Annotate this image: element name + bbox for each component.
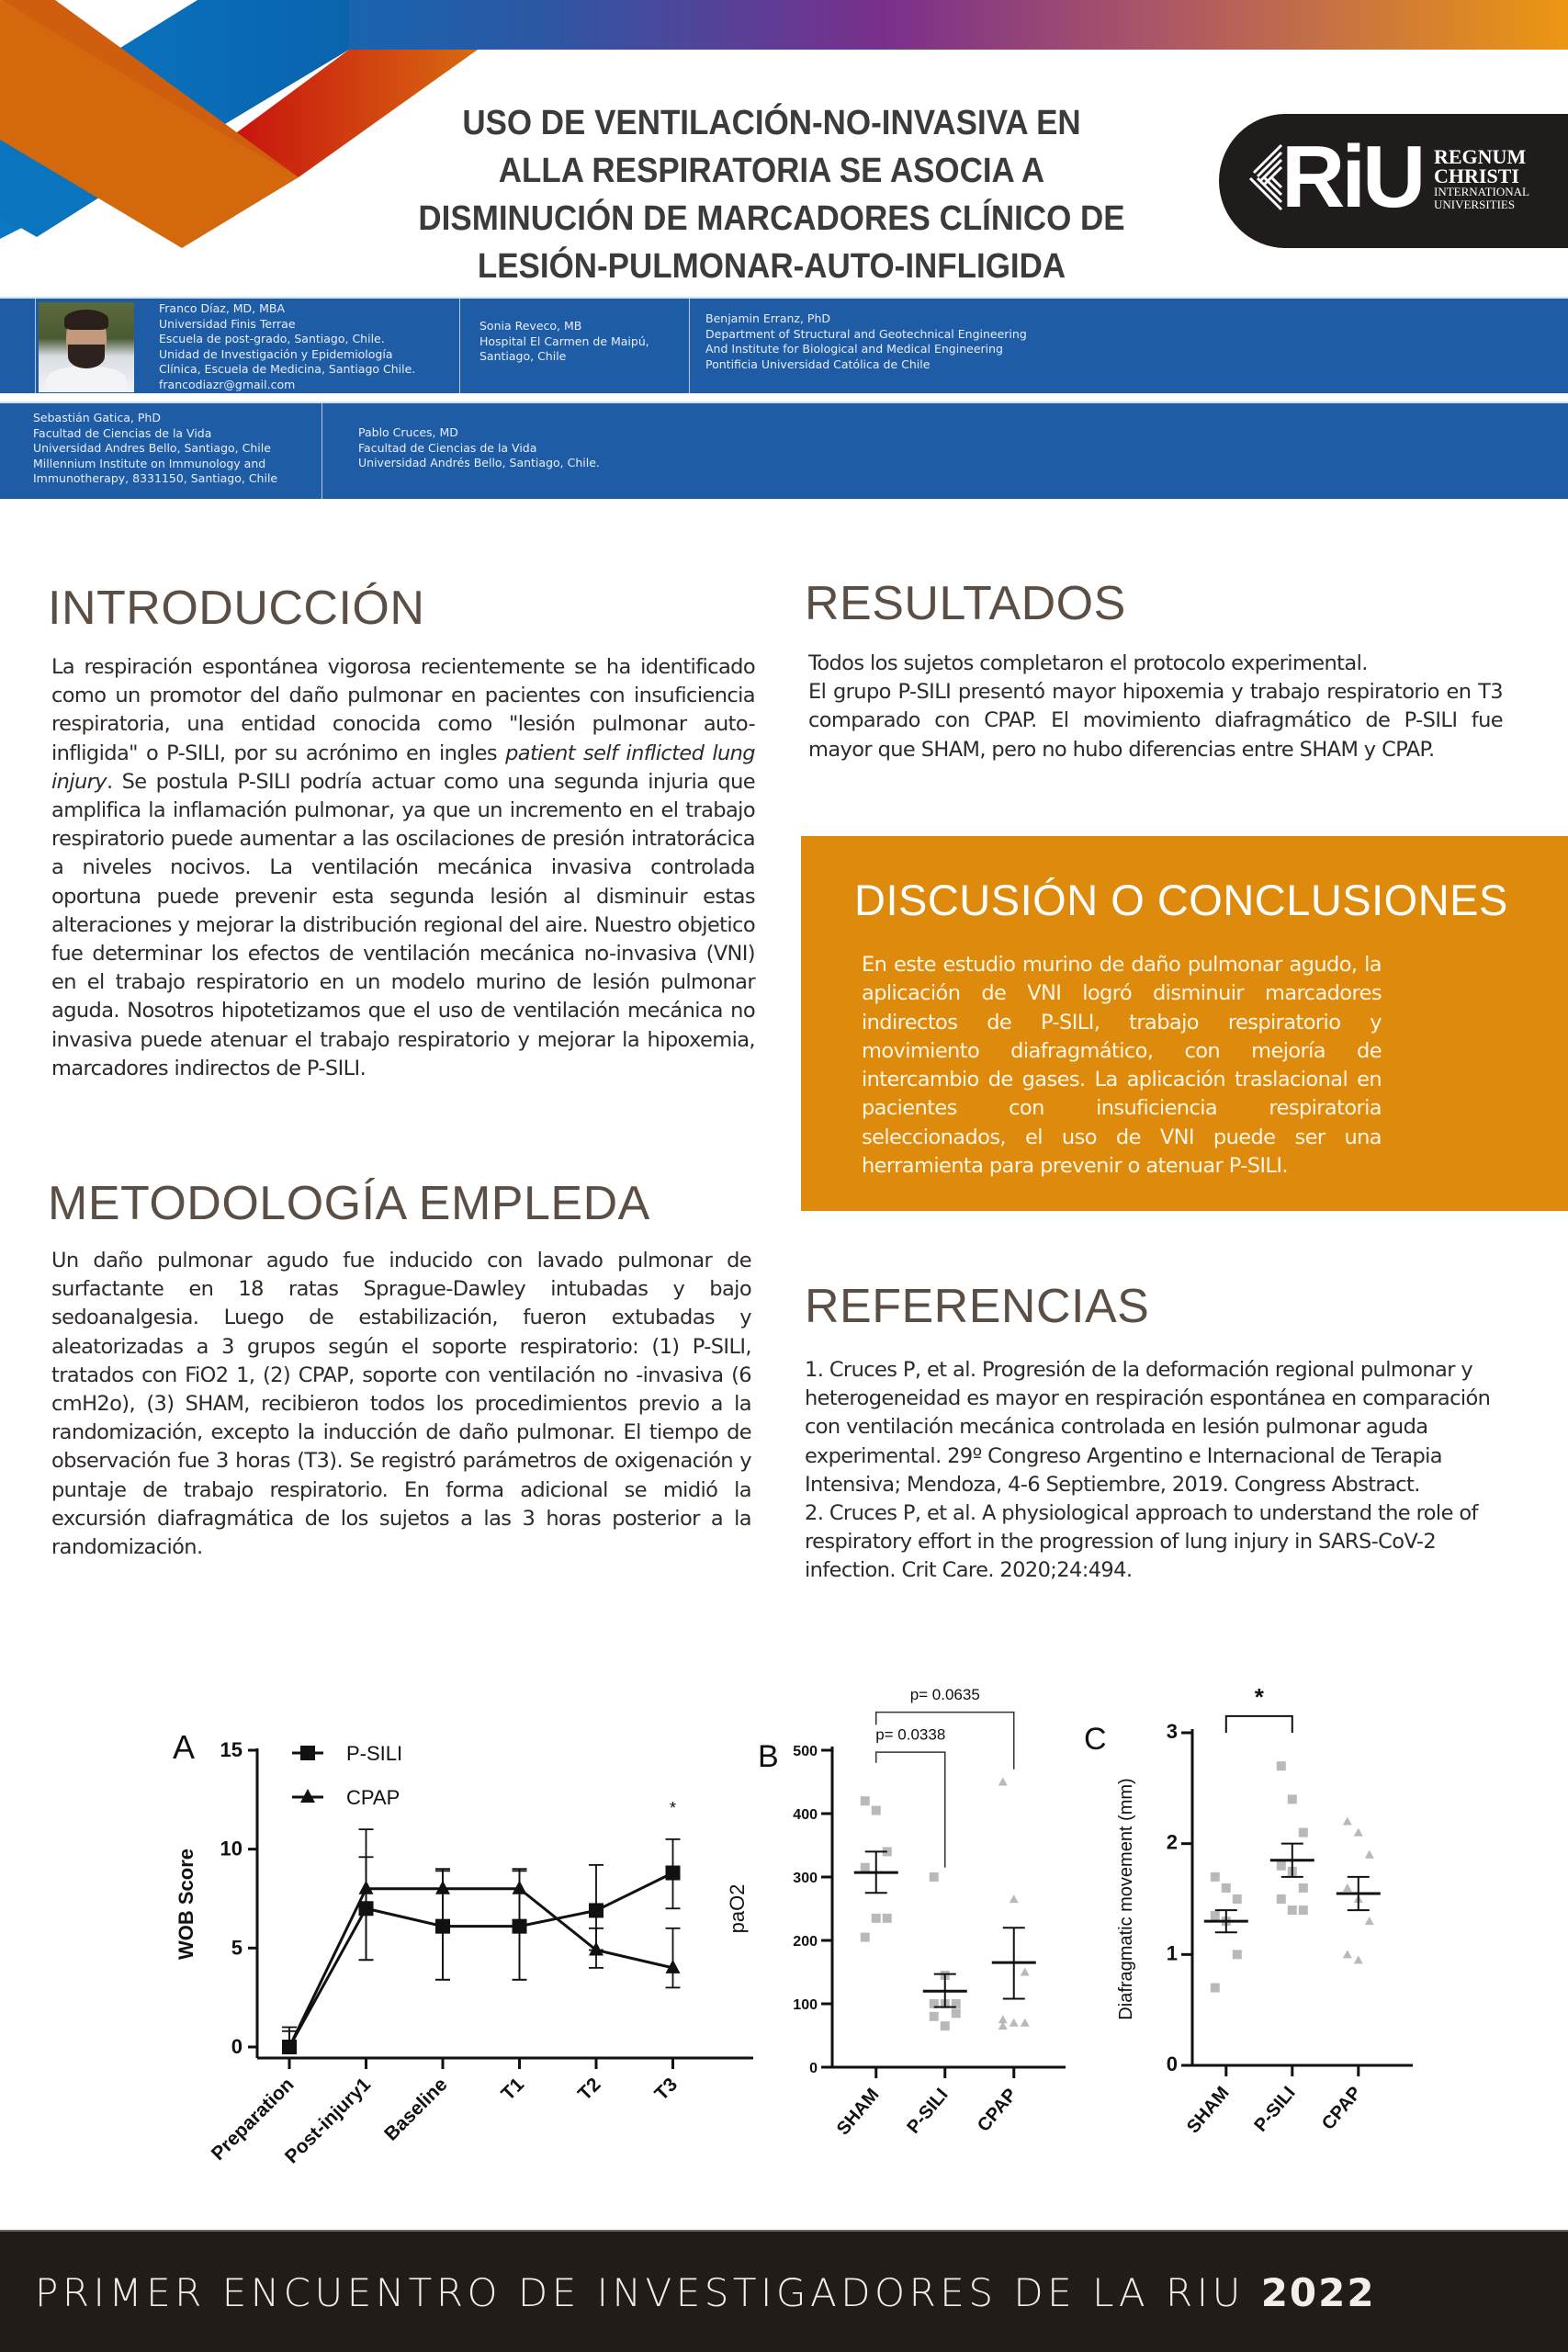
svg-text:A: A xyxy=(173,1728,196,1766)
footer-year: 2022 xyxy=(1260,2270,1376,2315)
svg-text:CPAP: CPAP xyxy=(1318,2083,1366,2134)
reference-item: 2. Cruces P, et al. A physiological approach to understand the role of respiratory effort in the progression of lung injury in SARS-CoV-2 infection. Crit Care. 2020;24:494. xyxy=(805,1501,1478,1583)
svg-text:Baseline: Baseline xyxy=(380,2074,452,2145)
svg-text:*: * xyxy=(669,1798,677,1817)
svg-text:B: B xyxy=(758,1739,779,1774)
authors-band-1 xyxy=(0,297,1568,393)
intro-paragraph xyxy=(51,653,755,1083)
svg-text:400: 400 xyxy=(793,1807,818,1823)
author-card-cruces xyxy=(358,425,600,521)
intro-heading: INTRODUCCIÓN xyxy=(48,582,425,635)
author-affiliation: Millennium Institute on Immunology and xyxy=(33,456,266,470)
author-affiliation: Pontificia Universidad Católica de Chile xyxy=(705,356,931,371)
svg-text:WOB Score: WOB Score xyxy=(175,1848,197,1961)
authors-band-2 xyxy=(0,401,1568,499)
author-name: Benjamin Erranz, PhD xyxy=(705,311,830,325)
author-affiliation: Facultad de Ciencias de la Vida xyxy=(33,425,212,440)
riu-weave-icon xyxy=(1247,141,1283,215)
methods-heading: METODOLOGÍA EMPLEDA xyxy=(48,1177,650,1230)
riu-subtitle xyxy=(1434,147,1529,211)
svg-text:0: 0 xyxy=(1166,2052,1178,2075)
poster-header xyxy=(0,0,1568,299)
svg-text:T1: T1 xyxy=(497,2074,529,2105)
svg-text:paO2: paO2 xyxy=(726,1883,749,1934)
svg-text:C: C xyxy=(1084,1722,1107,1757)
footer-event-name: PRIMER ENCUENTRO DE INVESTIGADORES DE LA RIU xyxy=(35,2270,1261,2315)
discussion-paragraph: En este estudio murino de daño pulmonar agudo, la aplicación de VNI logró disminuir marcadores indirectos de P-SILI, trabajo respiratorio y movimiento diafragmático, con mejoría de intercambio de gases. La aplicación traslacional en pacientes con insuficiencia respiratoria seleccionados, el uso de VNI puede ser una herramienta para prevenir o atenuar P-SILI. xyxy=(862,953,1382,1179)
poster-title xyxy=(383,99,1160,290)
author-affiliation: Clínica, Escuela de Medicina, Santiago Chile. xyxy=(159,362,416,376)
results-text: El grupo P-SILI presentó mayor hipoxemia y trabajo respiratorio en T3 comparado con CPAP. El movimiento diafragmático de P-SILI fue mayor que SHAM, pero no hubo diferencias entre SHAM y CPAP. xyxy=(808,680,1503,762)
footer-text xyxy=(35,2270,1376,2316)
svg-text:P-SILI: P-SILI xyxy=(346,1742,403,1765)
author-affiliation: Universidad Andres Bello, Santiago, Chile xyxy=(33,441,271,455)
chart-b-pao2 xyxy=(726,1645,1075,2164)
divider xyxy=(35,299,36,393)
author-card-gatica xyxy=(33,411,277,506)
intro-text: . Se postula P-SILI podría actuar como una segunda injuria que amplifica la inflamación pulmonar, ya que un incremento en el trabajo respiratorio puede aumentar a las oscilaciones de presión intratorácica a niveles nocivos. La ventilación mecánica invasiva controlada oportuna puede prevenir esta segunda lesión al disminuir estas alteraciones y mejorar la distribución regional del aire. Nuestro objetico fue determinar los efectos de ventilación mecánica no-invasiva (VNI) en el trabajo respiratorio en un modelo murino de lesión pulmonar aguda. Nosotros hipotetizamos que el uso de ventilación mecánica no invasiva puede atenuar el trabajo respiratorio y mejorar la hipoxemia, marcadores indirectos de P-SILI. xyxy=(51,769,755,1080)
divider xyxy=(459,299,460,393)
svg-text:CPAP: CPAP xyxy=(973,2085,1021,2136)
author-name: Sonia Reveco, MB xyxy=(479,319,582,333)
svg-text:p= 0.0635: p= 0.0635 xyxy=(909,1685,980,1703)
poster-footer xyxy=(0,2230,1568,2352)
svg-text:T2: T2 xyxy=(573,2074,605,2105)
svg-text:Post-injury1: Post-injury1 xyxy=(280,2074,376,2168)
svg-text:200: 200 xyxy=(793,1934,818,1950)
author-card-reveco xyxy=(479,319,649,413)
svg-text:15: 15 xyxy=(220,1738,243,1761)
svg-text:P-SILI: P-SILI xyxy=(903,2085,953,2138)
title-line: DISMINUCIÓN DE MARCADORES CLÍNICO DE xyxy=(418,199,1125,238)
references-list xyxy=(805,1356,1499,1586)
reference-item: 1. Cruces P, et al. Progresión de la deformación regional pulmonar y heterogeneidad es mayor en respiración espontánea en comparación con ventilación mecánica controlada en lesión pulmonar aguda experimental. 29º Congreso Argentino e Internacional de Terapia Intensiva; Mendoza, 4-6 Septiembre, 2019. Congress Abstract. xyxy=(805,1358,1491,1497)
discussion-box xyxy=(801,836,1568,1211)
author-name: Sebastián Gatica, PhD xyxy=(33,411,161,424)
svg-text:p= 0.0338: p= 0.0338 xyxy=(875,1725,946,1744)
author-photo xyxy=(39,302,134,392)
author-affiliation: Hospital El Carmen de Maipú, xyxy=(479,334,649,348)
author-affiliation: Universidad Andrés Bello, Santiago, Chile. xyxy=(358,456,600,469)
author-affiliation: Universidad Finis Terrae xyxy=(159,316,296,331)
svg-text:300: 300 xyxy=(793,1871,818,1886)
svg-text:3: 3 xyxy=(1166,1720,1178,1743)
svg-text:P-SILI: P-SILI xyxy=(1250,2083,1300,2136)
author-affiliation: Escuela de post-grado, Santiago, Chile. xyxy=(159,332,385,345)
author-affiliation: Santiago, Chile xyxy=(479,349,567,363)
author-card-erranz xyxy=(705,311,1027,406)
riu-wordmark: RiU xyxy=(1281,128,1423,226)
title-line: ALLA RESPIRATORIA SE ASOCIA A xyxy=(498,152,1045,190)
title-line: USO DE VENTILACIÓN-NO-INVASIVA EN xyxy=(462,104,1081,142)
author-affiliation: Immunotherapy, 8331150, Santiago, Chile xyxy=(33,471,278,485)
svg-text:5: 5 xyxy=(231,1936,243,1960)
svg-text:Preparation: Preparation xyxy=(207,2074,299,2165)
svg-text:10: 10 xyxy=(220,1837,243,1860)
references-heading: REFERENCIAS xyxy=(805,1280,1150,1333)
results-text: Todos los sujetos completaron el protocolo experimental. xyxy=(808,651,1368,675)
chart-a-wob-score xyxy=(165,1718,753,2200)
logo-line: CHRISTI xyxy=(1434,164,1519,187)
svg-text:CPAP: CPAP xyxy=(346,1786,400,1809)
logo-line: REGNUM xyxy=(1434,145,1527,168)
divider xyxy=(321,403,322,499)
svg-text:500: 500 xyxy=(793,1744,818,1759)
chart-c-diaphragm xyxy=(1075,1654,1442,2164)
author-affiliation: Department of Structural and Geotechnical Engineering xyxy=(705,326,1027,341)
author-affiliation: And Institute for Biological and Medical Engineering xyxy=(705,342,1003,356)
author-card-diaz xyxy=(159,301,415,396)
methods-paragraph: Un daño pulmonar agudo fue inducido con lavado pulmonar de surfactante en 18 ratas Sprague-Dawley intubadas y bajo sedoanalgesia. Luego de estabilización, fueron extubadas y aleatorizadas a 3 grupos según el soporte respiratorio: (1) P-SILI, tratados con FiO2 1, (2) CPAP, soporte con ventilación no -invasiva (6 cmH2o), (3) SHAM, recibieron todos los procedimientos previo a la randomización, excepto la inducción de daño pulmonar. El tiempo de observación fue 3 horas (T3). Se registró parámetros de oxigenación y puntaje de trabajo respiratorio. En forma adicional se midió la excursión diafragmática de los sujetos a las 3 horas posterior a la randomización. xyxy=(51,1249,751,1560)
svg-text:0: 0 xyxy=(809,2061,818,2076)
svg-text:1: 1 xyxy=(1166,1941,1178,1965)
discussion-heading: DISCUSIÓN O CONCLUSIONES xyxy=(854,876,1508,924)
svg-text:100: 100 xyxy=(793,1997,818,2013)
divider xyxy=(689,299,690,393)
logo-line: UNIVERSITIES xyxy=(1434,198,1516,211)
author-email: francodiazr@gmail.com xyxy=(159,377,296,391)
results-heading: RESULTADOS xyxy=(805,577,1126,630)
svg-text:T3: T3 xyxy=(650,2074,682,2105)
svg-text:SHAM: SHAM xyxy=(1182,2083,1234,2138)
logo-line: INTERNATIONAL xyxy=(1434,185,1529,198)
results-paragraph xyxy=(808,650,1503,764)
intro-text: La respiración espontánea vigorosa recientemente se ha identificado como un promotor del daño pulmonar en pacientes con insuficiencia respiratoria, una entidad conocida como "lesión pulmonar auto-infligida" o P-SILI, por su acrónimo en ingles xyxy=(51,655,755,765)
author-name: Pablo Cruces, MD xyxy=(358,425,458,439)
intro-italic-term: patient self inflicted lung injury xyxy=(51,741,755,794)
author-name: Franco Díaz, MD, MBA xyxy=(159,301,286,315)
title-line: LESIÓN-PULMONAR-AUTO-INFLIGIDA xyxy=(477,247,1066,286)
svg-text:0: 0 xyxy=(231,2035,243,2058)
svg-text:*: * xyxy=(1254,1682,1264,1711)
svg-text:Diafragmatic movement (mm): Diafragmatic movement (mm) xyxy=(1116,1778,1136,2020)
author-affiliation: Facultad de Ciencias de la Vida xyxy=(358,440,537,455)
svg-text:SHAM: SHAM xyxy=(832,2085,884,2140)
riu-logo xyxy=(1219,114,1568,248)
svg-text:2: 2 xyxy=(1166,1830,1178,1854)
author-affiliation: Unidad de Investigación y Epidemiología xyxy=(159,346,393,361)
